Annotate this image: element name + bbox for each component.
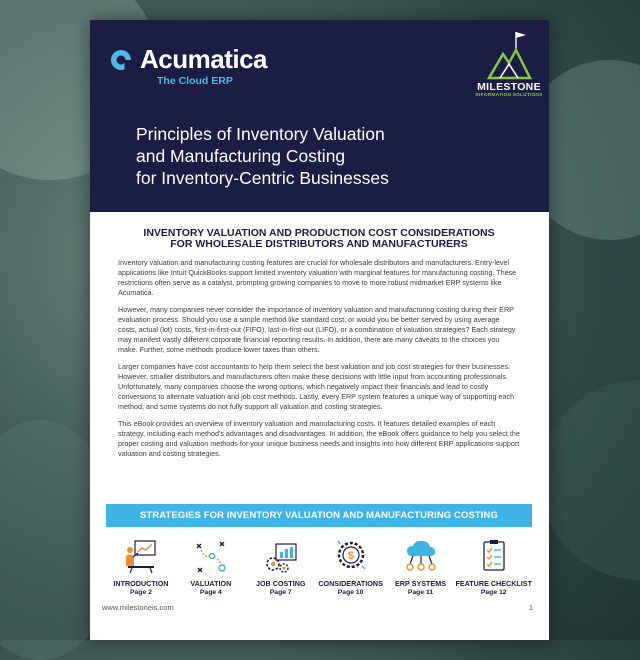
- table-of-contents: [106, 538, 532, 596]
- page-title: [136, 123, 526, 189]
- toc-page: Page 4: [199, 589, 222, 596]
- background-blur-shape: [540, 380, 640, 580]
- title-line: and Manufacturing Costing: [136, 146, 346, 166]
- title-line: for Inventory-Centric Businesses: [136, 168, 389, 188]
- partner-subtitle: INFORMATION SOLUTIONS: [475, 93, 543, 98]
- body-paragraph: Larger companies have cost accountants to help them select the best valuation and job cost strategies for their businesses. However, smaller distributors and manufacturers often make these decisions with little input from accounting professionals. Unfortunately, many companies choose the wrong options, which negatively impact their financials and lead to costly conversions to alternate valuation and job cost methods. Lastly, every ERP system features a unique way of supporting each method, and some systems do not fully support all valuation and costing strategies.: [118, 362, 515, 411]
- toc-item-erp-systems[interactable]: [386, 538, 456, 596]
- body-paragraph: This eBook provides an overview of inventory valuation and manufacturing costs. It features detailed examples of each strategy, including each method's advantages and disadvantages. In addition, the eBook offers guidance to help you select the proper costing and valuation methods for your unique business needs and insights into how different ERP applications support valuation and costing strategies.: [118, 419, 520, 458]
- toc-item-feature-checklist[interactable]: [455, 538, 532, 596]
- section-heading-line: INVENTORY VALUATION AND PRODUCTION COST CONSIDERATIONS: [143, 227, 495, 239]
- toc-label: ERP SYSTEMS: [395, 579, 446, 588]
- toc-page: Page 10: [337, 589, 364, 596]
- footer-page-number: 1: [528, 603, 533, 612]
- section-heading: [118, 228, 520, 250]
- brand-name: Acumatica: [140, 44, 267, 74]
- title-line: Principles of Inventory Valuation: [136, 124, 385, 144]
- mountain-flag-icon: [486, 28, 532, 80]
- body-paragraph: However, many companies never consider the importance of inventory valuation and manufacturing costing during their ERP evaluation process. Should you use a simple method like standard cost, or would you be better served by using average costs, actual (lot) costs, first-in-first-out (FIFO), last-in-first-out (LIFO), or a combination of valuation strategies? Each strategy may manifest vastly different corporate financial reporting results. In addition, there are many caveats to the choices you make. Further, some methods produce lower taxes than others.: [118, 305, 516, 354]
- toc-label: VALUATION: [190, 579, 232, 588]
- toc-item-job-costing[interactable]: [246, 538, 316, 596]
- gear-dollar-icon: [334, 538, 368, 574]
- toc-item-valuation[interactable]: [176, 538, 246, 596]
- toc-page: Page 7: [269, 589, 292, 596]
- toc-page: Page 11: [407, 589, 434, 596]
- footer-url[interactable]: www.milestoneis.com: [102, 603, 174, 612]
- acumatica-logo: [110, 44, 267, 75]
- toc-item-considerations[interactable]: [316, 538, 386, 596]
- presentation-icon: [124, 538, 158, 574]
- body-paragraph: Inventory valuation and manufacturing costing features are crucial for wholesale distributors and manufacturers. Entry-level applications like Intuit QuickBooks support limited inventory valuation with marginal features for manufacturing costing. These restrictions often serve as a catalyst, prompting growing companies to move to more robust midmarket ERP systems like Acumatica.: [118, 258, 517, 297]
- svg-text:$: $: [347, 550, 354, 562]
- brand-tagline: The Cloud ERP: [157, 75, 233, 87]
- toc-item-introduction[interactable]: [106, 538, 176, 596]
- toc-label: JOB COSTING: [255, 579, 306, 588]
- ebook-cover-page: [90, 20, 549, 640]
- strategy-icon: [194, 538, 228, 574]
- intro-section: [118, 228, 520, 466]
- milestone-logo: [474, 28, 544, 108]
- section-heading-line: FOR WHOLESALE DISTRIBUTORS AND MANUFACTURERS: [170, 238, 468, 250]
- checklist-icon: [477, 538, 511, 574]
- acumatica-logo-icon: [110, 49, 132, 71]
- toc-label: FEATURE CHECKLIST: [455, 579, 532, 588]
- cover-header: [90, 20, 549, 212]
- partner-name: MILESTONE: [477, 81, 541, 93]
- cloud-icon: [404, 538, 438, 574]
- toc-page: Page 2: [129, 589, 152, 596]
- toc-label: CONSIDERATIONS: [318, 579, 383, 588]
- toc-page: Page 12: [480, 589, 507, 596]
- gears-chart-icon: [264, 538, 298, 574]
- toc-label: INTRODUCTION: [113, 579, 169, 588]
- strategies-banner: STRATEGIES FOR INVENTORY VALUATION AND MANUFACTURING COSTING: [106, 504, 532, 527]
